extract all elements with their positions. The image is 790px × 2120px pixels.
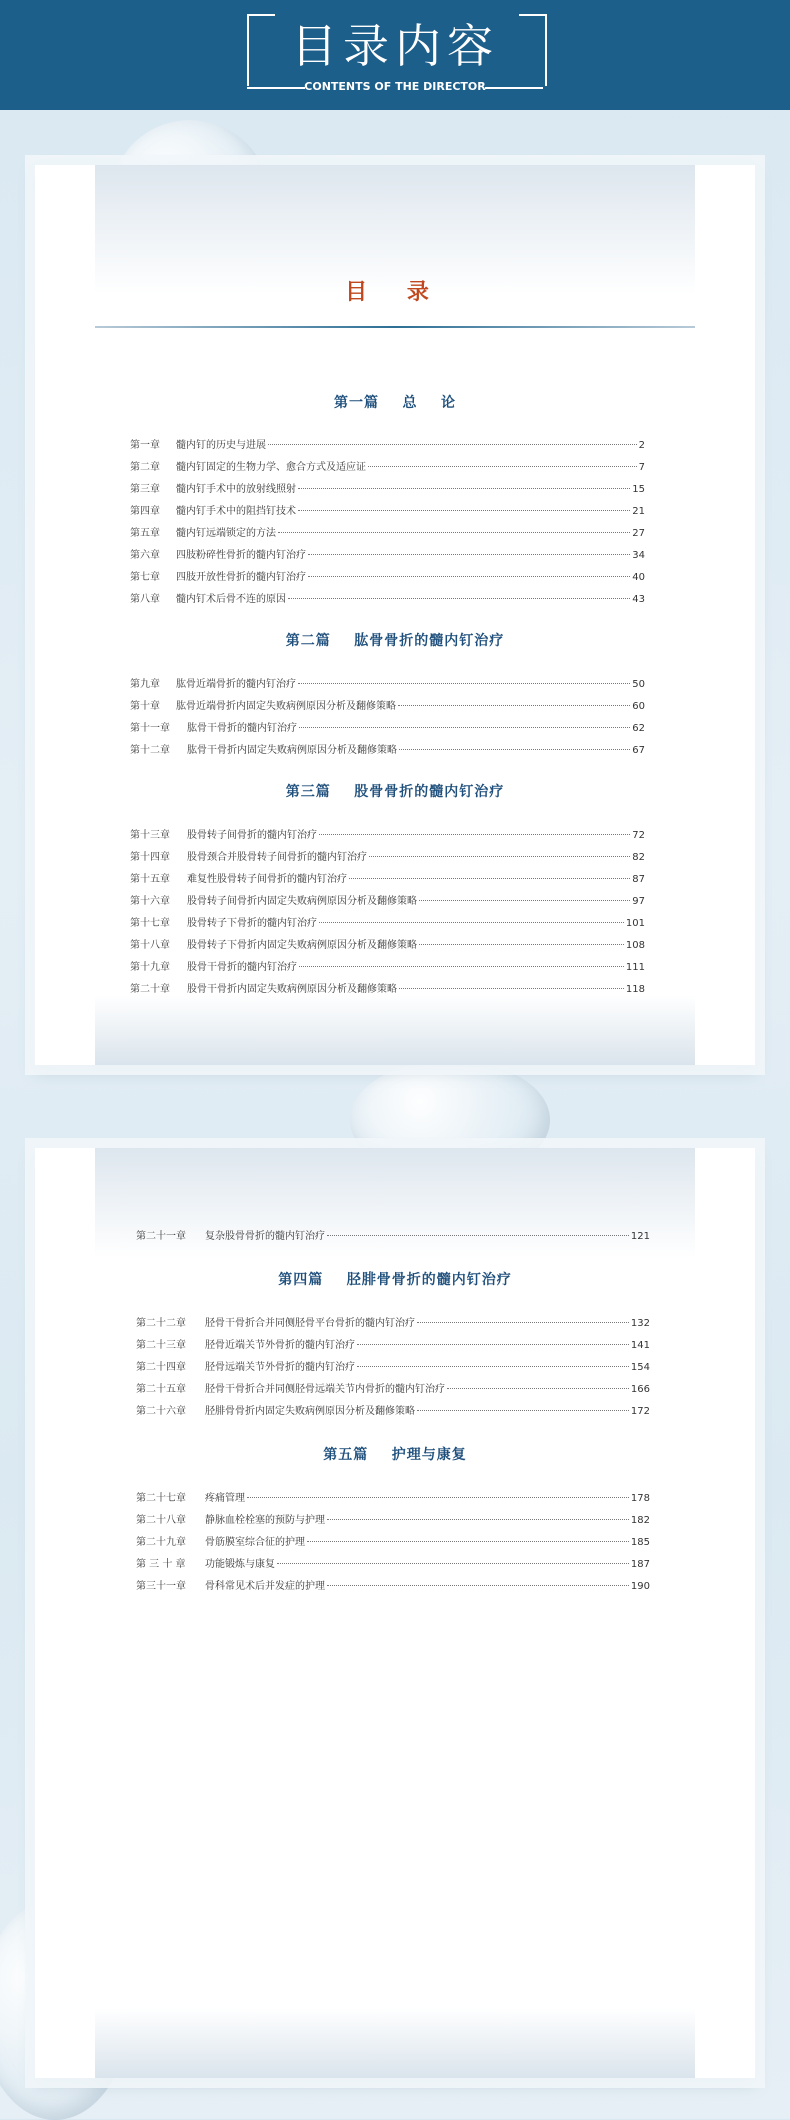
chapter-title: 股骨转子间骨折内固定失败病例原因分析及翻修策略 <box>187 896 417 907</box>
page-number: 108 <box>625 940 645 951</box>
chapter-number: 第二十八章 <box>136 1515 186 1526</box>
toc-entry[interactable] <box>136 1361 650 1375</box>
leader-dots <box>419 944 624 945</box>
toc-entry[interactable] <box>130 983 645 997</box>
page-number: 97 <box>632 896 645 907</box>
page-number: 118 <box>625 984 645 995</box>
leader-dots <box>357 1366 629 1367</box>
chapter-number: 第九章 <box>130 679 160 690</box>
page-number: 111 <box>625 962 645 973</box>
chapter-title: 髓内钉远端锁定的方法 <box>176 528 276 539</box>
page-number: 15 <box>632 484 645 495</box>
toc-entry[interactable] <box>136 1536 650 1550</box>
chapter-title: 难复性股骨转子间骨折的髓内钉治疗 <box>187 874 347 885</box>
chapter-number: 第二十二章 <box>136 1318 186 1329</box>
chapter-title: 股骨转子下骨折的髓内钉治疗 <box>187 918 317 929</box>
toc-entry[interactable] <box>136 1383 650 1397</box>
chapter-title: 髓内钉的历史与进展 <box>176 440 266 451</box>
toc-entry[interactable] <box>130 700 645 714</box>
toc-entry[interactable] <box>130 722 645 736</box>
page-number: 34 <box>632 550 645 561</box>
page-number: 82 <box>632 852 645 863</box>
chapter-title: 功能锻炼与康复 <box>205 1559 275 1570</box>
page-number: 87 <box>632 874 645 885</box>
page-number: 21 <box>632 506 645 517</box>
leader-dots <box>349 878 630 879</box>
chapter-title: 胫骨近端关节外骨折的髓内钉治疗 <box>205 1340 355 1351</box>
page-number: 67 <box>632 745 645 756</box>
leader-dots <box>447 1388 629 1389</box>
chapter-title: 复杂股骨骨折的髓内钉治疗 <box>205 1231 325 1242</box>
chapter-number: 第十七章 <box>130 918 170 929</box>
chapter-number: 第四章 <box>130 506 160 517</box>
page-number: 2 <box>638 440 645 451</box>
toc-entry[interactable] <box>130 571 645 585</box>
leader-dots <box>299 966 624 967</box>
toc-entry[interactable] <box>130 895 645 909</box>
banner-title: 目录内容 <box>291 19 499 73</box>
page-number: 40 <box>632 572 645 583</box>
toc-entry[interactable] <box>136 1339 650 1353</box>
toc-entry[interactable] <box>136 1492 650 1506</box>
chapter-number: 第五章 <box>130 528 160 539</box>
leader-dots <box>327 1585 629 1586</box>
chapter-number: 第十五章 <box>130 874 170 885</box>
chapter-title: 骨筋膜室综合征的护理 <box>205 1537 305 1548</box>
leader-dots <box>277 1563 629 1564</box>
leader-dots <box>268 444 637 445</box>
chapter-title: 股骨转子间骨折的髓内钉治疗 <box>187 830 317 841</box>
chapter-title: 肱骨近端骨折的髓内钉治疗 <box>176 679 296 690</box>
toc-entry[interactable] <box>130 851 645 865</box>
toc-page-1 <box>35 165 755 1065</box>
toc-entry[interactable] <box>130 744 645 758</box>
page-number: 50 <box>632 679 645 690</box>
part-title: 第五篇 护理与康复 <box>323 1447 467 1463</box>
chapter-title: 髓内钉术后骨不连的原因 <box>176 594 286 605</box>
leader-dots <box>288 598 630 599</box>
toc-entry[interactable] <box>130 829 645 843</box>
toc-entry[interactable] <box>130 505 645 519</box>
page-number: 190 <box>630 1581 650 1592</box>
leader-dots <box>327 1235 629 1236</box>
leader-dots <box>319 834 630 835</box>
toc-entry[interactable] <box>136 1405 650 1419</box>
toc-page-2 <box>35 1148 755 2078</box>
toc-entry[interactable] <box>130 593 645 607</box>
chapter-number: 第三十一章 <box>136 1581 186 1592</box>
chapter-title: 髓内钉手术中的阻挡钉技术 <box>176 506 296 517</box>
chapter-number: 第六章 <box>130 550 160 561</box>
banner-subtitle: CONTENTS OF THE DIRECTOR <box>304 80 486 93</box>
leader-dots <box>419 900 630 901</box>
toc-entry[interactable] <box>130 678 645 692</box>
page-number: 166 <box>630 1384 650 1395</box>
chapter-number: 第十八章 <box>130 940 170 951</box>
chapter-title: 胫骨远端关节外骨折的髓内钉治疗 <box>205 1362 355 1373</box>
leader-dots <box>398 705 630 706</box>
page-number: 27 <box>632 528 645 539</box>
chapter-number: 第二章 <box>130 462 160 473</box>
chapter-title: 胫骨干骨折合并同侧胫骨远端关节内骨折的髓内钉治疗 <box>205 1384 445 1395</box>
chapter-title: 髓内钉手术中的放射线照射 <box>176 484 296 495</box>
toc-entry[interactable] <box>130 461 645 475</box>
toc-entry[interactable] <box>130 549 645 563</box>
leader-dots <box>308 554 630 555</box>
page-number: 185 <box>630 1537 650 1548</box>
chapter-number: 第二十章 <box>130 984 170 995</box>
page-number: 60 <box>632 701 645 712</box>
page-number: 101 <box>625 918 645 929</box>
page-number: 187 <box>630 1559 650 1570</box>
part-title: 第一篇 总 论 <box>334 395 456 411</box>
leader-dots <box>357 1344 629 1345</box>
leader-dots <box>327 1519 629 1520</box>
chapter-title: 胫腓骨骨折内固定失败病例原因分析及翻修策略 <box>205 1406 415 1417</box>
chapter-number: 第十四章 <box>130 852 170 863</box>
chapter-number: 第二十三章 <box>136 1340 186 1351</box>
toc-entry[interactable] <box>136 1580 650 1594</box>
toc-entry[interactable] <box>130 483 645 497</box>
chapter-title: 静脉血栓栓塞的预防与护理 <box>205 1515 325 1526</box>
page-number: 7 <box>638 462 645 473</box>
chapter-title: 四肢粉碎性骨折的髓内钉治疗 <box>176 550 306 561</box>
page-number: 72 <box>632 830 645 841</box>
page-bottom-band <box>95 2008 695 2078</box>
leader-dots <box>319 922 624 923</box>
chapter-title: 肱骨近端骨折内固定失败病例原因分析及翻修策略 <box>176 701 396 712</box>
toc-entry[interactable] <box>130 917 645 931</box>
leader-dots <box>247 1497 629 1498</box>
leader-dots <box>278 532 630 533</box>
chapter-number: 第二十四章 <box>136 1362 186 1373</box>
leader-dots <box>417 1322 629 1323</box>
chapter-number: 第二十五章 <box>136 1384 186 1395</box>
toc-entry[interactable] <box>130 439 645 453</box>
chapter-number: 第 三 十 章 <box>136 1559 186 1570</box>
leader-dots <box>298 683 630 684</box>
toc-heading: 目 录 <box>345 280 445 305</box>
page-number: 121 <box>630 1231 650 1242</box>
chapter-title: 股骨干骨折的髓内钉治疗 <box>187 962 297 973</box>
toc-entry[interactable] <box>136 1230 650 1244</box>
leader-dots <box>369 856 630 857</box>
page-number: 178 <box>630 1493 650 1504</box>
page-number: 182 <box>630 1515 650 1526</box>
page-number: 172 <box>630 1406 650 1417</box>
heading-divider <box>95 326 695 328</box>
chapter-title: 肱骨干骨折内固定失败病例原因分析及翻修策略 <box>187 745 397 756</box>
chapter-number: 第十九章 <box>130 962 170 973</box>
chapter-number: 第十二章 <box>130 745 170 756</box>
chapter-number: 第二十九章 <box>136 1537 186 1548</box>
part-title: 第四篇 胫腓骨骨折的髓内钉治疗 <box>278 1272 512 1288</box>
leader-dots <box>307 1541 629 1542</box>
part-title: 第二篇 肱骨骨折的髓内钉治疗 <box>285 633 505 649</box>
toc-entry[interactable] <box>130 873 645 887</box>
leader-dots <box>308 576 630 577</box>
chapter-number: 第十六章 <box>130 896 170 907</box>
page-bottom-band <box>95 995 695 1065</box>
chapter-number: 第十三章 <box>130 830 170 841</box>
leader-dots <box>399 988 624 989</box>
leader-dots <box>399 749 630 750</box>
chapter-title: 骨科常见术后并发症的护理 <box>205 1581 325 1592</box>
chapter-title: 股骨转子下骨折内固定失败病例原因分析及翻修策略 <box>187 940 417 951</box>
toc-entry[interactable] <box>136 1514 650 1528</box>
page-number: 141 <box>630 1340 650 1351</box>
leader-dots <box>298 510 630 511</box>
chapter-number: 第八章 <box>130 594 160 605</box>
part-title: 第三篇 股骨骨折的髓内钉治疗 <box>285 784 505 800</box>
page-number: 62 <box>632 723 645 734</box>
chapter-title: 肱骨干骨折的髓内钉治疗 <box>187 723 297 734</box>
toc-entry[interactable] <box>136 1317 650 1331</box>
chapter-number: 第一章 <box>130 440 160 451</box>
chapter-number: 第十一章 <box>130 723 170 734</box>
chapter-title: 疼痛管理 <box>205 1493 245 1504</box>
chapter-title: 股骨颈合并股骨转子间骨折的髓内钉治疗 <box>187 852 367 863</box>
toc-entry[interactable] <box>130 939 645 953</box>
chapter-title: 胫骨干骨折合并同侧胫骨平台骨折的髓内钉治疗 <box>205 1318 415 1329</box>
chapter-number: 第三章 <box>130 484 160 495</box>
toc-entry[interactable] <box>130 961 645 975</box>
chapter-number: 第二十六章 <box>136 1406 186 1417</box>
page-number: 132 <box>630 1318 650 1329</box>
chapter-number: 第二十七章 <box>136 1493 186 1504</box>
chapter-title: 髓内钉固定的生物力学、愈合方式及适应证 <box>176 462 366 473</box>
chapter-title: 四肢开放性骨折的髓内钉治疗 <box>176 572 306 583</box>
leader-dots <box>298 488 630 489</box>
chapter-number: 第二十一章 <box>136 1231 186 1242</box>
leader-dots <box>368 466 637 467</box>
leader-dots <box>299 727 630 728</box>
chapter-number: 第七章 <box>130 572 160 583</box>
toc-entry[interactable] <box>130 527 645 541</box>
chapter-number: 第十章 <box>130 701 160 712</box>
page-number: 43 <box>632 594 645 605</box>
page-number: 154 <box>630 1362 650 1373</box>
header-banner <box>0 0 790 110</box>
leader-dots <box>417 1410 629 1411</box>
toc-entry[interactable] <box>136 1558 650 1572</box>
chapter-title: 股骨干骨折内固定失败病例原因分析及翻修策略 <box>187 984 397 995</box>
